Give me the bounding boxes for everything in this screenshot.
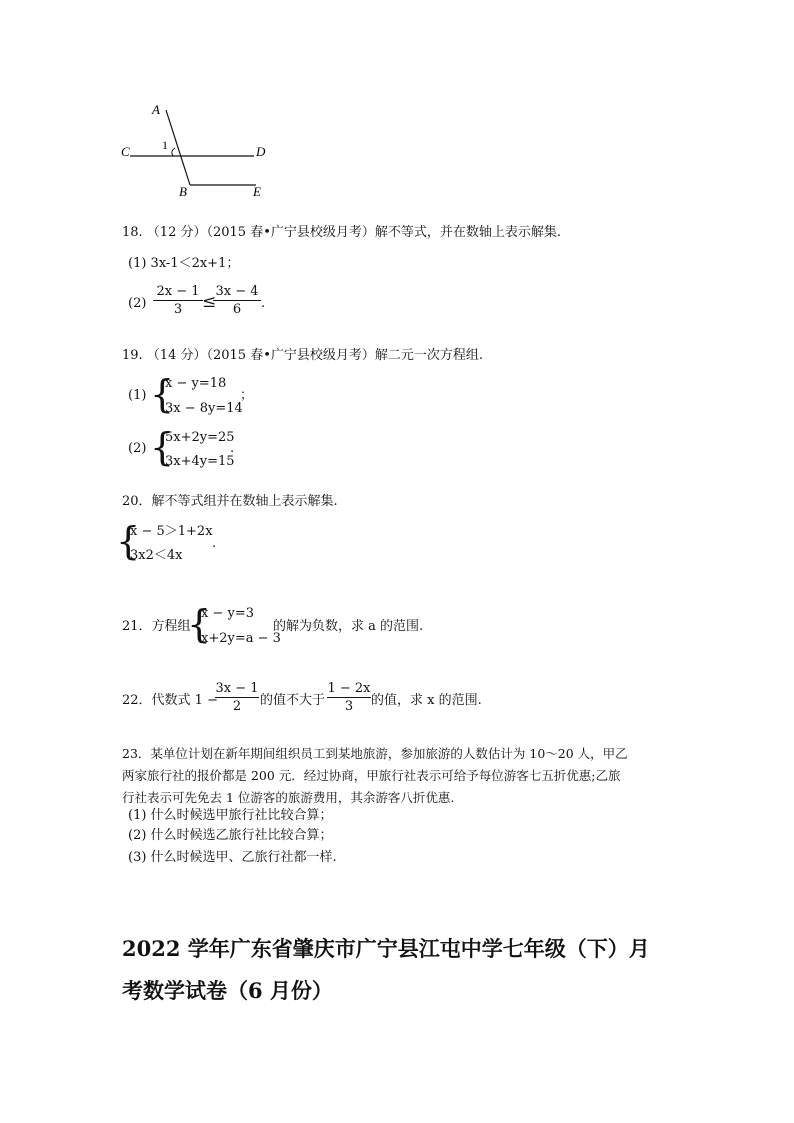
geometry-figure (110, 95, 290, 205)
brace-icon: { (187, 602, 212, 646)
label-d: D (256, 144, 266, 159)
q18-frac2-denominator: 6 (232, 302, 242, 317)
q19-p1-eq1: x − y=18 (165, 376, 227, 391)
q21-prefix: 21．方程组 (122, 619, 191, 634)
q23-line2: 两家旅行社的报价都是 200 元．经过协商，甲旅行社表示可给予每位游客七五折优惠;乙旅 (122, 768, 621, 783)
q19-part1-prefix: (1) (128, 388, 147, 403)
q19-p1-eq2: 3x − 8y=14 (165, 401, 243, 416)
q22-prefix: 22．代数式 1 − (122, 693, 218, 708)
q23-sub2: (2) 什么时候选乙旅行社比较合算； (128, 828, 333, 843)
fraction-bar (327, 697, 371, 698)
label-b: B (179, 184, 187, 199)
label-e: E (253, 184, 261, 199)
exam-title-line2: 考数学试卷（6 月份） (122, 978, 333, 1003)
q19-p2-end: . (230, 441, 235, 456)
q23-line3: 行社表示可先免去 1 位游客的旅游费用，其余游客八折优惠. (122, 790, 455, 805)
q20-end: . (212, 536, 217, 551)
fraction-bar (215, 697, 259, 698)
q18-part2-prefix: (2) (128, 296, 147, 311)
q18-fraction-1 (153, 284, 203, 317)
q21-suffix: 的解为负数，求 a 的范围. (273, 619, 424, 634)
q21-eq2: x+2y=a − 3 (201, 631, 281, 646)
q22-frac1-numerator: 3x − 1 (215, 681, 259, 696)
q22-middle: 的值不大于 (260, 693, 326, 708)
q18-frac1-numerator: 2x − 1 (156, 284, 200, 299)
label-a: A (152, 102, 160, 117)
q18-frac1-denominator: 3 (173, 302, 183, 317)
q22-fraction-1 (215, 681, 259, 714)
angle-1-arc (172, 148, 175, 156)
q19-p2-eq2: 3x+4y=15 (165, 454, 235, 469)
q23-sub3: (3) 什么时候选甲、乙旅行社都一样. (128, 850, 337, 865)
q18-end: . (261, 296, 266, 311)
q22-suffix: 的值，求 x 的范围. (371, 693, 482, 708)
q19-part2-prefix: (2) (128, 441, 147, 456)
q18-fraction-2 (213, 284, 261, 317)
fraction-bar (213, 300, 261, 301)
line-ab (166, 110, 190, 185)
q18-frac2-numerator: 3x − 4 (215, 284, 259, 299)
q20-eq2: 3x2＜4x (130, 548, 183, 563)
q18-op: ≤ (202, 292, 217, 312)
q23-sub1: (1) 什么时候选甲旅行社比较合算； (128, 808, 333, 823)
q19-p1-end: ； (240, 388, 254, 403)
fraction-bar (153, 300, 203, 301)
q18-stem: 18. （12 分）（2015 春•广宁县校级月考）解不等式，并在数轴上表示解集. (122, 225, 561, 240)
q18-part1: (1) 3x-1＜2x+1； (128, 256, 240, 271)
q22-frac1-denominator: 2 (232, 699, 242, 714)
q20-stem: 20．解不等式组并在数轴上表示解集. (122, 494, 338, 509)
brace-icon: { (116, 519, 141, 563)
brace-icon: { (150, 425, 175, 469)
q22-frac2-denominator: 3 (344, 699, 354, 714)
q21-eq1: x − y=3 (201, 606, 254, 621)
label-c: C (121, 144, 130, 159)
label-angle-1: 1 (162, 138, 168, 152)
q19-stem: 19. （14 分）（2015 春•广宁县校级月考）解二元一次方程组. (122, 348, 483, 363)
brace-icon: { (150, 372, 175, 416)
exam-title-line1: 2022 学年广东省肇庆市广宁县江屯中学七年级（下）月 (122, 936, 650, 961)
q20-eq1: x − 5＞1+2x (130, 524, 213, 539)
q23-line1: 23．某单位计划在新年期间组织员工到某地旅游，参加旅游的人数估计为 10～20 人，甲乙 (122, 746, 628, 761)
q19-p2-eq1: 5x+2y=25 (165, 430, 235, 445)
q22-frac2-numerator: 1 − 2x (327, 681, 371, 696)
q22-fraction-2 (327, 681, 371, 714)
